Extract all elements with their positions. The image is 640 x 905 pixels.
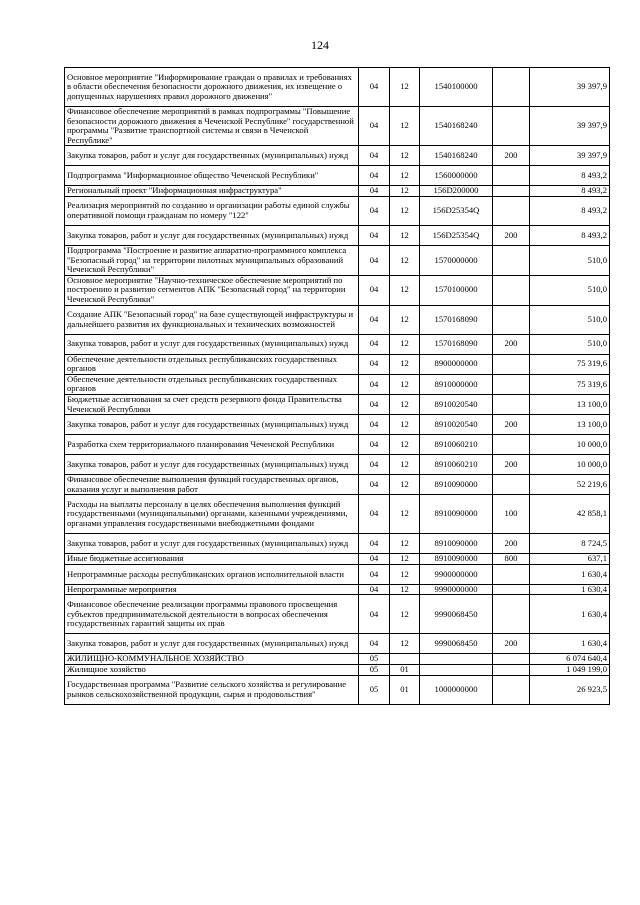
article-code-cell: 8910090000 [420,495,493,534]
subsection-code-cell: 12 [390,475,420,495]
table-row [65,654,610,665]
subsection-code-cell: 12 [390,305,420,334]
table-row [65,495,610,534]
row-name-cell: Финансовое обеспечение мероприятий в рамках подпрограммы "Повышение безопасности дорожного движения в Чеченской Республике" государственной программы "Развитие транспортной системы и связи в Чеченской Республике" [65,107,359,146]
subsection-code-cell: 12 [390,354,420,374]
expense-type-cell [493,196,530,225]
expense-type-cell: 200 [493,225,530,245]
section-code-cell: 04 [359,275,390,305]
expense-type-cell: 200 [493,455,530,475]
row-name-cell: Разработка схем территориального планирования Чеченской Республики [65,435,359,455]
expense-type-cell: 200 [493,534,530,554]
subsection-code-cell: 12 [390,435,420,455]
expense-type-cell [493,584,530,595]
table-row [65,146,610,166]
row-name-cell: Обеспечение деятельности отдельных республиканских государственных органов [65,374,359,394]
article-code-cell: 9990068450 [420,595,493,634]
expense-type-cell: 200 [493,146,530,166]
amount-cell: 26 923,5 [530,675,610,704]
row-name-cell: Обеспечение деятельности отдельных республиканских государственных органов [65,354,359,374]
row-name-cell: Создание АПК "Безопасный город" на базе существующей инфраструктуры и дальнейшего развития их функциональных и технических возможностей [65,305,359,334]
subsection-code-cell: 12 [390,564,420,584]
table-row [65,275,610,305]
table-row [65,186,610,197]
article-code-cell: 1560000000 [420,166,493,186]
amount-cell: 1 630,4 [530,564,610,584]
section-code-cell: 04 [359,584,390,595]
subsection-code-cell: 12 [390,534,420,554]
article-code-cell: 1570100000 [420,275,493,305]
table-row [65,564,610,584]
article-code-cell: 8910060210 [420,455,493,475]
amount-cell: 75 319,6 [530,354,610,374]
section-code-cell: 05 [359,654,390,665]
article-code-cell: 156D25354Q [420,196,493,225]
subsection-code-cell: 12 [390,584,420,595]
expense-type-cell [493,475,530,495]
row-name-cell: Основное мероприятие "Информирование граждан о правилах и требованиях в области обеспечения безопасности дорожного движения, их извещение о допущенных нарушениях правил дорожного движения" [65,68,359,107]
table-row [65,584,610,595]
expense-type-cell [493,275,530,305]
expense-type-cell [493,665,530,676]
section-code-cell: 04 [359,455,390,475]
amount-cell: 39 397,9 [530,146,610,166]
article-code-cell: 8910020540 [420,394,493,414]
amount-cell: 10 000,0 [530,455,610,475]
row-name-cell: Непрограммные мероприятия [65,584,359,595]
amount-cell: 13 100,0 [530,394,610,414]
expense-type-cell [493,107,530,146]
subsection-code-cell: 12 [390,394,420,414]
table-row [65,374,610,394]
row-name-cell: Закупка товаров, работ и услуг для государственных (муниципальных) нужд [65,225,359,245]
expense-type-cell [493,374,530,394]
expense-type-cell [493,394,530,414]
article-code-cell: 9990000000 [420,584,493,595]
row-name-cell: Основное мероприятие "Научно-техническое обеспечение мероприятий по построению и развитию сегментов АПК "Безопасный город" на территории Чеченской Республики" [65,275,359,305]
amount-cell: 510,0 [530,245,610,275]
subsection-code-cell: 12 [390,415,420,435]
row-name-cell: Закупка товаров, работ и услуг для государственных (муниципальных) нужд [65,334,359,354]
section-code-cell: 04 [359,334,390,354]
budget-table-body [65,68,610,705]
expense-type-cell: 200 [493,334,530,354]
table-row [65,665,610,676]
expense-type-cell [493,305,530,334]
table-row [65,68,610,107]
row-name-cell: Закупка товаров, работ и услуг для государственных (муниципальных) нужд [65,146,359,166]
article-code-cell: 1540100000 [420,68,493,107]
amount-cell: 75 319,6 [530,374,610,394]
article-code-cell: 8910060210 [420,435,493,455]
expense-type-cell [493,186,530,197]
amount-cell: 10 000,0 [530,435,610,455]
section-code-cell: 04 [359,166,390,186]
row-name-cell: Подпрограмма "Информационное общество Чеченской Республики" [65,166,359,186]
subsection-code-cell: 01 [390,675,420,704]
table-row [65,196,610,225]
subsection-code-cell: 12 [390,334,420,354]
expense-type-cell: 200 [493,634,530,654]
subsection-code-cell: 12 [390,186,420,197]
section-code-cell: 04 [359,475,390,495]
section-code-cell: 04 [359,146,390,166]
amount-cell: 8 493,2 [530,196,610,225]
subsection-code-cell: 12 [390,107,420,146]
table-row [65,534,610,554]
section-code-cell: 04 [359,595,390,634]
subsection-code-cell: 12 [390,595,420,634]
amount-cell: 637,1 [530,554,610,565]
expense-type-cell: 800 [493,554,530,565]
subsection-code-cell: 12 [390,225,420,245]
subsection-code-cell: 12 [390,68,420,107]
section-code-cell: 04 [359,107,390,146]
article-code-cell: 1000000000 [420,675,493,704]
table-row [65,634,610,654]
article-code-cell: 1570000000 [420,245,493,275]
section-code-cell: 04 [359,634,390,654]
section-code-cell: 04 [359,68,390,107]
row-name-cell: Непрограммные расходы республиканских органов исполнительной власти [65,564,359,584]
article-code-cell: 8910000000 [420,374,493,394]
row-name-cell: Закупка товаров, работ и услуг для государственных (муниципальных) нужд [65,634,359,654]
section-code-cell: 04 [359,186,390,197]
section-code-cell: 04 [359,394,390,414]
row-name-cell: Иные бюджетные ассигнования [65,554,359,565]
article-code-cell: 156D200000 [420,186,493,197]
expense-type-cell [493,354,530,374]
article-code-cell: 8910090000 [420,554,493,565]
amount-cell: 39 397,9 [530,107,610,146]
expense-type-cell [493,564,530,584]
section-code-cell: 04 [359,245,390,275]
row-name-cell: Жилищное хозяйство [65,665,359,676]
table-row [65,245,610,275]
article-code-cell: 8900000000 [420,354,493,374]
budget-table [64,67,610,705]
row-name-cell: Реализация мероприятий по созданию и организации работы единой службы оперативной помощи гражданам по номеру "122" [65,196,359,225]
table-row [65,354,610,374]
section-code-cell: 04 [359,564,390,584]
subsection-code-cell: 12 [390,634,420,654]
section-code-cell: 05 [359,665,390,676]
row-name-cell: Региональный проект "Информационная инфраструктура" [65,186,359,197]
row-name-cell: Закупка товаров, работ и услуг для государственных (муниципальных) нужд [65,534,359,554]
article-code-cell: 8910020540 [420,415,493,435]
amount-cell: 6 074 640,4 [530,654,610,665]
subsection-code-cell: 01 [390,665,420,676]
expense-type-cell: 100 [493,495,530,534]
amount-cell: 8 493,2 [530,186,610,197]
section-code-cell: 04 [359,415,390,435]
table-row [65,554,610,565]
subsection-code-cell: 12 [390,245,420,275]
article-code-cell: 1540168240 [420,146,493,166]
article-code-cell: 1570168090 [420,305,493,334]
article-code-cell: 1570168090 [420,334,493,354]
article-code-cell [420,654,493,665]
amount-cell: 8 493,2 [530,225,610,245]
row-name-cell: Государственная программа "Развитие сельского хозяйства и регулирование рынков сельскохозяйственной продукции, сырья и продовольствия" [65,675,359,704]
amount-cell: 1 049 199,0 [530,665,610,676]
subsection-code-cell: 12 [390,374,420,394]
expense-type-cell [493,675,530,704]
article-code-cell [420,665,493,676]
amount-cell: 1 630,4 [530,584,610,595]
expense-type-cell [493,435,530,455]
article-code-cell: 1540168240 [420,107,493,146]
article-code-cell: 9900000000 [420,564,493,584]
expense-type-cell [493,245,530,275]
expense-type-cell [493,166,530,186]
expense-type-cell [493,595,530,634]
table-row [65,455,610,475]
table-row [65,166,610,186]
amount-cell: 8 493,2 [530,166,610,186]
table-row [65,394,610,414]
amount-cell: 510,0 [530,275,610,305]
table-row [65,435,610,455]
section-code-cell: 04 [359,495,390,534]
table-row [65,675,610,704]
row-name-cell: Финансовое обеспечение реализации программы правового просвещения субъектов предпринимательской деятельности в вопросах обеспечения государственных гарантий защиты их прав [65,595,359,634]
subsection-code-cell: 12 [390,455,420,475]
section-code-cell: 05 [359,675,390,704]
section-code-cell: 04 [359,554,390,565]
table-row [65,475,610,495]
section-code-cell: 04 [359,435,390,455]
table-row [65,415,610,435]
expense-type-cell [493,68,530,107]
amount-cell: 510,0 [530,305,610,334]
article-code-cell: 9990068450 [420,634,493,654]
amount-cell: 8 724,5 [530,534,610,554]
table-row [65,107,610,146]
subsection-code-cell [390,654,420,665]
row-name-cell: ЖИЛИЩНО-КОММУНАЛЬНОЕ ХОЗЯЙСТВО [65,654,359,665]
table-row [65,595,610,634]
row-name-cell: Бюджетные ассигнования за счет средств резервного фонда Правительства Чеченской Республики [65,394,359,414]
article-code-cell: 8910090000 [420,475,493,495]
page-number: 124 [311,38,329,52]
section-code-cell: 04 [359,196,390,225]
expense-type-cell: 200 [493,415,530,435]
subsection-code-cell: 12 [390,495,420,534]
table-row [65,305,610,334]
row-name-cell: Расходы на выплаты персоналу в целях обеспечения выполнения функций государственными (муниципальными) органами, казенными учреждениями, органами управления государственными внебюджетными фондами [65,495,359,534]
article-code-cell: 156D25354Q [420,225,493,245]
section-code-cell: 04 [359,534,390,554]
subsection-code-cell: 12 [390,146,420,166]
amount-cell: 1 630,4 [530,595,610,634]
amount-cell: 39 397,9 [530,68,610,107]
expense-type-cell [493,654,530,665]
subsection-code-cell: 12 [390,554,420,565]
article-code-cell: 8910090000 [420,534,493,554]
section-code-cell: 04 [359,374,390,394]
amount-cell: 52 219,6 [530,475,610,495]
section-code-cell: 04 [359,354,390,374]
section-code-cell: 04 [359,305,390,334]
table-row [65,225,610,245]
row-name-cell: Подпрограмма "Построение и развитие аппаратно-программного комплекса "Безопасный город" на территории пилотных муниципальных образований Чеченской Республики" [65,245,359,275]
amount-cell: 510,0 [530,334,610,354]
row-name-cell: Финансовое обеспечение выполнения функций государственных органов, оказания услуг и выполнения работ [65,475,359,495]
row-name-cell: Закупка товаров, работ и услуг для государственных (муниципальных) нужд [65,455,359,475]
subsection-code-cell: 12 [390,196,420,225]
section-code-cell: 04 [359,225,390,245]
amount-cell: 42 858,1 [530,495,610,534]
row-name-cell: Закупка товаров, работ и услуг для государственных (муниципальных) нужд [65,415,359,435]
amount-cell: 13 100,0 [530,415,610,435]
subsection-code-cell: 12 [390,275,420,305]
subsection-code-cell: 12 [390,166,420,186]
table-row [65,334,610,354]
amount-cell: 1 630,4 [530,634,610,654]
